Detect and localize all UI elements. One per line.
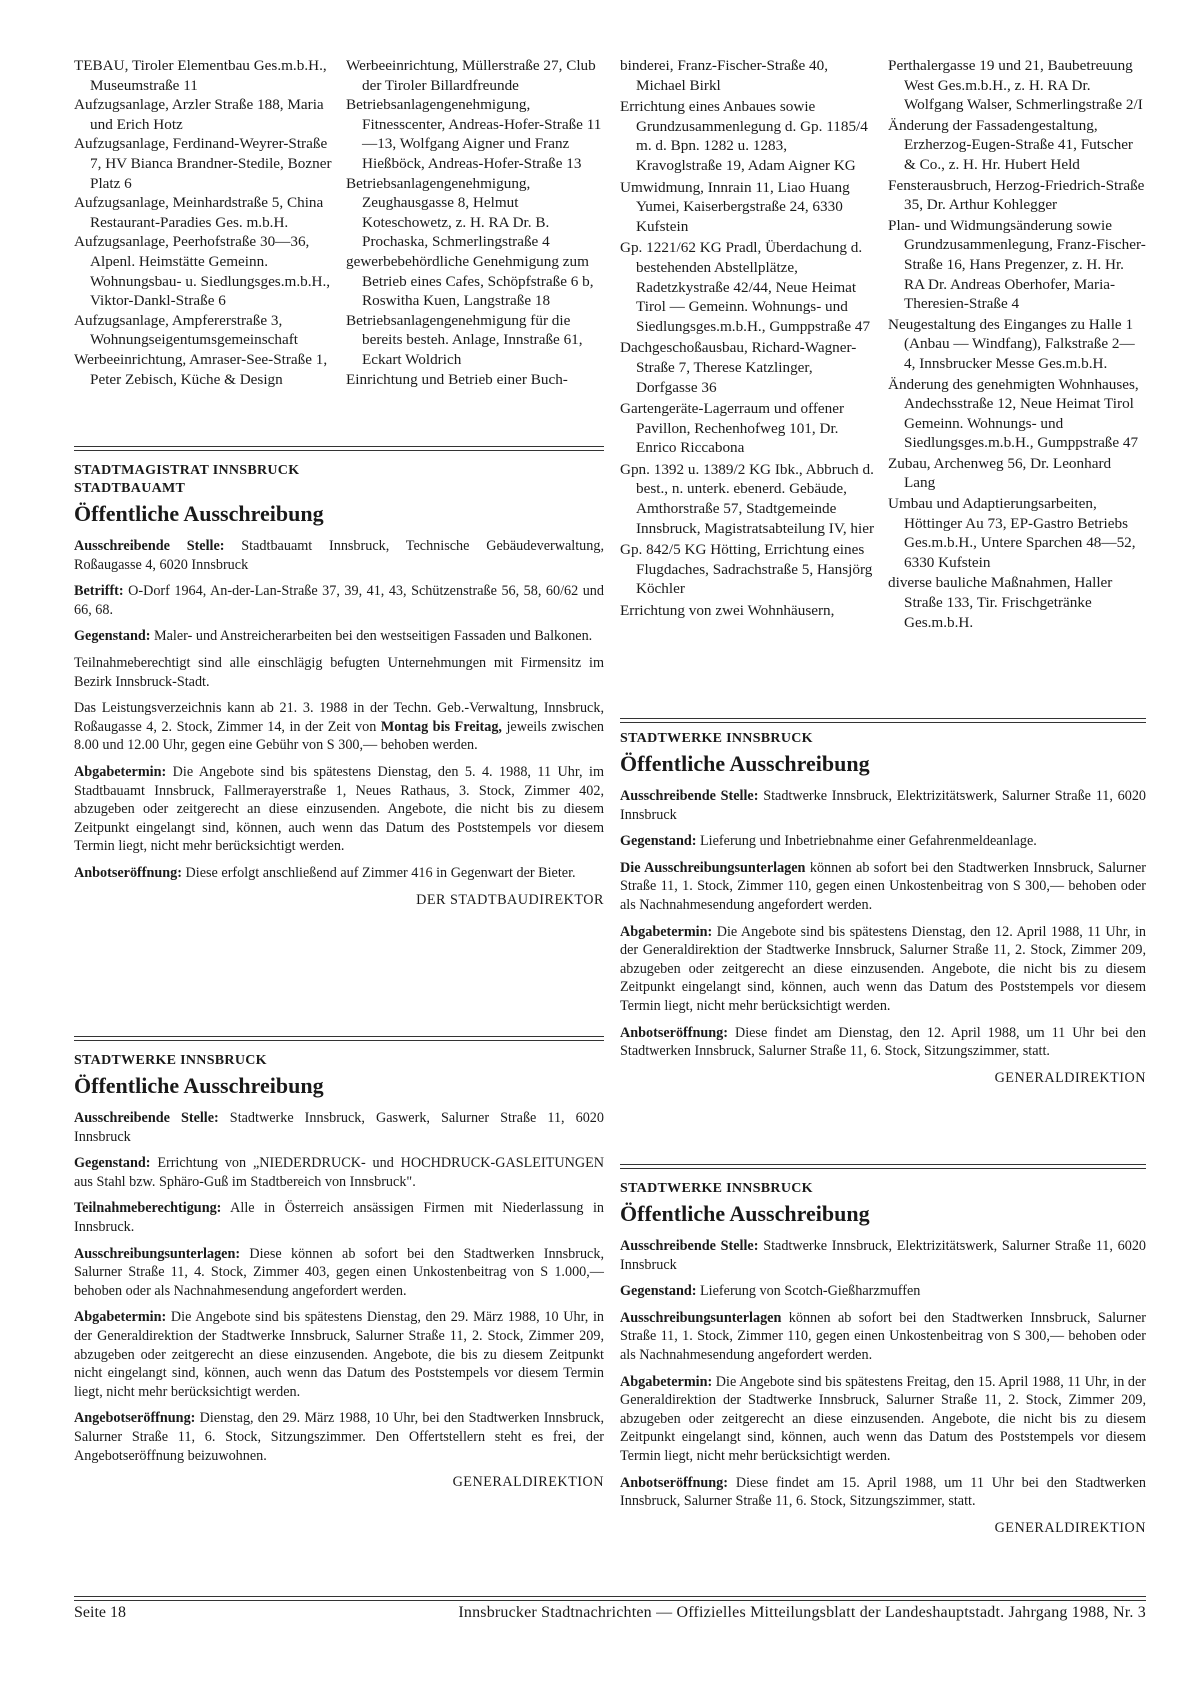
list-item: Änderung der Fassadengestaltung, Erzherzog-Eugen-Straße 41, Futscher & Co., z. H. Hr. Hubert Held (888, 116, 1133, 173)
paragraph-abgabetermin: Abgabetermin: Die Angebote sind bis spätestens Dienstag, den 5. 4. 1988, 11 Uhr, im Stadtbauamt Innsbruck, Fallmerayerstraße 1, Neues Rathaus, 3. Stock, Zimmer 402, abzugeben oder zeitgerecht an diese einzusenden. Angebote, die nicht bis zu diesem Zeitpunkt eingelangt sind, können, auch wenn das Datum des Poststempels vor diesem Termin liegt, nicht mehr berücksichtigt werden. (74, 763, 604, 855)
list-item: Betriebsanlagengenehmigung, Zeughausgasse 8, Helmut Koteschowetz, z. H. RA Dr. B. Prochaska, Schmerlingstraße 4 (346, 174, 550, 251)
paragraph-stelle: Ausschreibende Stelle: Stadtwerke Innsbruck, Gaswerk, Salurner Straße 11, 6020 Innsbruck (74, 1110, 604, 1145)
paragraph-stelle: Ausschreibende Stelle: Stadtwerke Innsbruck, Elektrizitätswerk, Salurner Straße 11, 6020 Innsbruck (620, 788, 1147, 823)
list-item: Neugestaltung des Einganges zu Halle 1 (Anbau — Windfang), Falkstraße 2—4, Innsbrucker Messe Ges.m.b.H. (888, 315, 1135, 372)
section-divider (620, 1164, 1146, 1169)
list-item: Dachgeschoßausbau, Richard-Wagner-Straße 7, Therese Katzlinger, Dorfgasse 36 (620, 339, 857, 396)
paragraph-abgabetermin: Abgabetermin: Die Angebote sind bis spätestens Freitag, den 15. April 1988, 11 Uhr, in der Generaldirektion der Stadtwerke Innsbruck, Salurner Straße 11, 2. Stock, Zimmer 209, abzugeben oder zeitgerecht an diese einzusenden. Angebote, die nicht bis zu diesem Zeitpunkt eingelangt sind, können, auch wenn das Datum des Poststempels vor diesem Termin liegt, nicht mehr berücksichtigt werden. (620, 1373, 1146, 1464)
list-item: Aufzugsanlage, Ampfererstraße 3, Wohnungseigentumsgemeinschaft (74, 311, 298, 349)
paragraph-unterlagen: Ausschreibungsunterlagen: Diese können ab sofort bei den Stadtwerken Innsbruck, Salurner Straße 11, 4. Stock, Zimmer 403, gegen einen Unkostenbeitrag von S 1.000,— behoben oder als Nachnahmesendung angefordert werden. (74, 1245, 604, 1299)
paragraph-gegenstand: Gegenstand: Lieferung von Scotch-Gießharzmuffen (620, 1283, 921, 1300)
paragraph-stelle: Ausschreibende Stelle: Stadtwerke Innsbruck, Elektrizitätswerk, Salurner Straße 11, 6020 Innsbruck (620, 1238, 1147, 1273)
listing-column-1 (74, 56, 342, 389)
authority-name: STADTWERKE INNSBRUCK (620, 1181, 813, 1196)
paragraph-unterlagen: Ausschreibungsunterlagen können ab sofort bei den Stadtwerken Innsbruck, Salurner Straße 11, 1. Stock, Zimmer 110, gegen einen Unkostenbeitrag von S 300,— behoben oder als Nachnahmesendung angefordert werden. (620, 1309, 1146, 1363)
list-item: Perthalergasse 19 und 21, Baubetreuung West Ges.m.b.H., z. H. RA Dr. Wolfgang Walser, Schmerlingstraße 2/I (888, 57, 1143, 114)
footer-divider (74, 1596, 1146, 1601)
list-item: Werbeeinrichtung, Müllerstraße 27, Club der Tiroler Billardfreunde (346, 57, 596, 94)
list-item: Aufzugsanlage, Meinhardstraße 5, China Restaurant-Paradies Ges. m.b.H. (74, 194, 324, 231)
listing-column-3 (620, 56, 876, 623)
authority-department: STADTBAUAMT (74, 481, 186, 496)
paragraph-abgabetermin: Abgabetermin: Die Angebote sind bis spätestens Dienstag, den 12. April 1988, 11 Uhr, in der Generaldirektion der Stadtwerke Innsbruck, Salurner Straße 11, 2. Stock, Zimmer 209, abzugeben oder zeitgerecht an diese einzusenden. Angebote, die nicht bis zu diesem Zeitpunkt eingelangt sind, können, auch wenn das Datum des Poststempels vor diesem Termin liegt, nicht mehr berücksichtigt werden. (620, 923, 1146, 1014)
signature: GENERALDIREKTION (994, 1069, 1146, 1086)
notice-heading: Öffentliche Ausschreibung (74, 501, 324, 526)
section-divider (74, 446, 604, 451)
notice-heading: Öffentliche Ausschreibung (620, 751, 870, 776)
paragraph-betrifft: Betrifft: O-Dorf 1964, An-der-Lan-Straße 37, 39, 41, 43, Schützenstraße 56, 58, 60/62 und 66, 68. (74, 583, 604, 618)
paragraph-teilnahme: Teilnahmeberechtigt sind alle einschlägig befugten Unternehmungen mit Firmensitz im Bezirk Innsbruck-Stadt. (74, 654, 604, 690)
list-item: Errichtung von zwei Wohnhäusern, (620, 602, 835, 620)
list-item: binderei, Franz-Fischer-Straße 40, Michael Birkl (620, 57, 829, 94)
list-item: Zubau, Archenweg 56, Dr. Leonhard Lang (888, 454, 1112, 492)
signature: DER STADTBAUDIREKTOR (416, 891, 604, 908)
list-item: Werbeeinrichtung, Amraser-See-Straße 1, Peter Zebisch, Küche & Design (74, 350, 328, 388)
paragraph-eroeffnung: Anbotseröffnung: Diese findet am Dienstag, den 12. April 1988, um 11 Uhr bei den Stadtwerken Innsbruck, Salurner Straße 11, 6. Stock, Sitzungszimmer, statt. (620, 1024, 1146, 1060)
paragraph-gegenstand: Gegenstand: Lieferung und Inbetriebnahme einer Gefahrenmeldeanlage. (620, 833, 1037, 850)
list-item: gewerbebehördliche Genehmigung zum Betrieb eines Cafes, Schöpfstraße 6 b, Roswitha Kuen, Langstraße 18 (346, 252, 594, 310)
notice-gaswerk (74, 1052, 604, 1492)
listing-column-4 (888, 56, 1146, 633)
list-item: Aufzugsanlage, Arzler Straße 188, Maria und Erich Hotz (74, 96, 324, 133)
signature: GENERALDIREKTION (452, 1474, 604, 1491)
list-item: Plan- und Widmungsänderung sowie Grundzusammenlegung, Franz-Fischer-Straße 16, Hans Pregenzer, z. H. Hr. RA Dr. Andreas Oberhofer, Maria-Theresien-Straße 4 (888, 216, 1146, 313)
list-item: Gp. 1221/62 KG Pradl, Überdachung d. bestehenden Abstellplätze, Radetzkystraße 42/44, Neue Heimat Tirol — Gemeinn. Wohnungs- und Siedlungsges.m.b.H., Gumppstraße 47 (620, 239, 871, 335)
section-divider (74, 1036, 604, 1041)
authority-name: STADTWERKE INNSBRUCK (74, 1053, 267, 1068)
list-item: Umbau und Adaptierungsarbeiten, Höttinger Au 73, EP-Gastro Betriebs Ges.m.b.H., Untere Sparchen 48—52, 6330 Kufstein (888, 495, 1136, 571)
list-item: Änderung des genehmigten Wohnhauses, Andechsstraße 12, Neue Heimat Tirol Gemeinn. Wohnungs- und Siedlungsges.m.b.H., Gumppstraße 47 (888, 375, 1139, 452)
paragraph-eroeffnung: Anbotseröffnung: Diese findet am 15. April 1988, um 11 Uhr bei den Stadtwerken Innsbruck, Salurner Straße 11, 6. Stock, Sitzungszimmer, statt. (620, 1474, 1146, 1510)
paragraph-abgabetermin: Abgabetermin: Die Angebote sind bis spätestens Dienstag, den 29. März 1988, 10 Uhr, in der Generaldirektion der Stadtwerke Innsbruck, Salurner Straße 11, 2. Stock, Zimmer 209, abzugeben oder zeitgerecht an diese einzusenden. Angebote, die bis zu diesem Zeitpunkt nicht eingelangt sind, können, auch wenn das Datum des Poststempels vor diesem Termin liegt, nicht mehr berücksichtigt werden. (74, 1309, 604, 1400)
list-item: Aufzugsanlage, Peerhofstraße 30—36, Alpenl. Heimstätte Gemeinn. Wohnungsbau- u. Siedlungsges.m.b.H., Viktor-Dankl-Straße 6 (74, 233, 331, 310)
list-item: Einrichtung und Betrieb einer Buch- (346, 370, 568, 388)
list-item: Gp. 842/5 KG Hötting, Errichtung eines Flugdaches, Sadrachstraße 5, Hansjörg Köchler (620, 541, 873, 598)
paragraph-eroeffnung: Angebotseröffnung: Dienstag, den 29. März 1988, 10 Uhr, bei den Stadtwerken Innsbruck, Salurner Straße 11, 6. Stock, Sitzungszimmer. Den Offertstellern steht es frei, der Angebotseröffnung beizuwohnen. (74, 1410, 604, 1464)
authority-name: STADTWERKE INNSBRUCK (620, 731, 813, 746)
list-item: Betriebsanlagengenehmigung für die bereits besteh. Anlage, Innstraße 61, Eckart Woldrich (346, 311, 583, 368)
paragraph-teilnahme: Teilnahmeberechtigung: Alle in Österreich ansässigen Firmen mit Niederlassung in Innsbruck. (74, 1200, 604, 1235)
notice-stadtbauamt (74, 462, 604, 909)
publication-title: Innsbrucker Stadtnachrichten — Offizielles Mitteilungsblatt der Landeshauptstadt. Jahrgang 1988, Nr. 3 (458, 1604, 1146, 1621)
authority-name: STADTMAGISTRAT INNSBRUCK (74, 463, 300, 478)
list-item: Errichtung eines Anbaues sowie Grundzusammenlegung d. Gp. 1185/4 m. d. Bpn. 1282 u. 1283, Kravoglstraße 19, Adam Aigner KG (620, 98, 868, 174)
notice-giessharzmuffen (620, 1180, 1146, 1537)
notice-heading: Öffentliche Ausschreibung (620, 1201, 870, 1226)
paragraph-gegenstand: Gegenstand: Errichtung von „NIEDERDRUCK- und HOCHDRUCK-GASLEITUNGEN aus Stahl bzw. Sphäro-Guß im Stadtbereich von Innsbruck". (74, 1155, 604, 1190)
section-divider (620, 718, 1146, 723)
notice-gefahrenmeldeanlage (620, 730, 1146, 1087)
list-item: Aufzugsanlage, Ferdinand-Weyrer-Straße 7, HV Bianca Brandner-Stedile, Bozner Platz 6 (74, 135, 332, 192)
list-item: Fensterausbruch, Herzog-Friedrich-Straße 35, Dr. Arthur Kohlegger (888, 176, 1145, 214)
paragraph-unterlagen: Die Ausschreibungsunterlagen können ab sofort bei den Stadtwerken Innsbruck, Salurner Straße 11, 1. Stock, Zimmer 110, gegen einen Unkostenbeitrag von S 300,— behoben oder als Nachnahmesendung angefordert werden. (620, 859, 1146, 913)
list-item: Gartengeräte-Lagerraum und offener Pavillon, Rechenhofweg 101, Dr. Enrico Riccabona (620, 400, 845, 457)
list-item: Gpn. 1392 u. 1389/2 KG Ibk., Abbruch d. best., n. unterk. ebenerd. Gebäude, Amthorstraße 57, Stadtgemeinde Innsbruck, Magistratsabteilung IV, hier (620, 460, 875, 537)
paragraph-gegenstand: Gegenstand: Maler- und Anstreicherarbeiten bei den westseitigen Fassaden und Balkonen. (74, 628, 593, 645)
paragraph-stelle: Ausschreibende Stelle: Stadtbauamt Innsbruck, Technische Gebäudeverwaltung, Roßaugasse 4, 6020 Innsbruck (74, 538, 604, 573)
notice-heading: Öffentliche Ausschreibung (74, 1073, 324, 1098)
list-item: TEBAU, Tiroler Elementbau Ges.m.b.H., Museumstraße 11 (74, 57, 327, 94)
listing-column-2 (346, 56, 604, 389)
paragraph-leistungsverzeichnis: Das Leistungsverzeichnis kann ab 21. 3. 1988 in der Techn. Geb.-Verwaltung, Innsbruck, Roßaugasse 4, 2. Stock, Zimmer 14, in der Zeit von Montag bis Freitag, jeweils zwischen 8.00 und 12.00 Uhr, gegen eine Gebühr von S 300,— behoben werden. (74, 700, 604, 754)
list-item: diverse bauliche Maßnahmen, Haller Straße 133, Tir. Frischgetränke Ges.m.b.H. (888, 574, 1113, 631)
list-item: Betriebsanlagengenehmigung, Fitnesscenter, Andreas-Hofer-Straße 11—13, Wolfgang Aigner und Franz Hießböck, Andreas-Hofer-Straße 13 (346, 96, 602, 172)
page-number: Seite 18 (74, 1604, 126, 1621)
paragraph-eroeffnung: Anbotseröffnung: Diese erfolgt anschließend auf Zimmer 416 in Gegenwart der Bieter. (74, 864, 576, 881)
list-item: Umwidmung, Innrain 11, Liao Huang Yumei, Kaiserbergstraße 24, 6330 Kufstein (620, 178, 850, 235)
signature: GENERALDIREKTION (994, 1519, 1146, 1536)
